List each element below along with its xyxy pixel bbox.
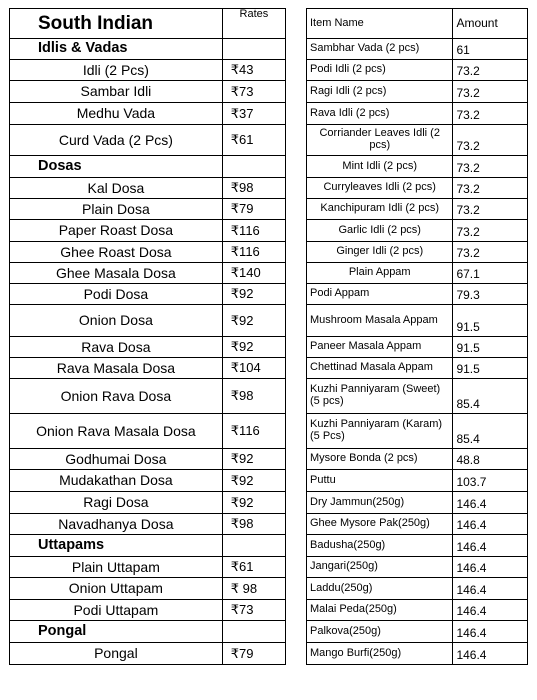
item-name: Onion Rava Dosa: [10, 379, 223, 414]
table-row: [10, 470, 286, 492]
item-rate: ₹92: [222, 284, 285, 305]
table-row: [307, 414, 528, 449]
item-rate: [222, 621, 285, 643]
item-amount: 67.1: [453, 263, 528, 284]
item-name: Mango Burfi(250g): [307, 643, 453, 665]
item-name: Ginger Idli (2 pcs): [307, 242, 453, 263]
item-name-header: Item Name: [307, 9, 453, 39]
item-amount: 146.4: [453, 535, 528, 557]
item-amount: 146.4: [453, 600, 528, 621]
table-row: [10, 178, 286, 199]
menu-title: South Indian: [10, 9, 223, 39]
item-rate: [222, 156, 285, 178]
item-name: Sambar Idli: [10, 81, 223, 103]
table-row: [10, 600, 286, 621]
south-indian-rates-table: [9, 8, 286, 665]
table-row: [10, 379, 286, 414]
item-name: Pongal: [10, 643, 223, 665]
item-name: Ragi Dosa: [10, 492, 223, 514]
table-row: [10, 358, 286, 379]
table-row: [307, 263, 528, 284]
section-header-row: [10, 535, 286, 557]
item-name: Mysore Bonda (2 pcs): [307, 449, 453, 470]
item-amount: 146.4: [453, 643, 528, 665]
item-name: Paper Roast Dosa: [10, 220, 223, 242]
table-row: [307, 514, 528, 535]
item-rate: ₹61: [222, 557, 285, 578]
item-amount: 79.3: [453, 284, 528, 305]
item-amount-body: [307, 9, 528, 665]
item-rate: ₹98: [222, 514, 285, 535]
item-rate: [222, 39, 285, 60]
item-name: Corriander Leaves Idli (2 pcs): [307, 125, 453, 156]
table-row: [307, 103, 528, 125]
item-rate: ₹92: [222, 470, 285, 492]
item-name: Plain Appam: [307, 263, 453, 284]
table-row: [10, 337, 286, 358]
item-name: Kal Dosa: [10, 178, 223, 199]
table-row: [307, 220, 528, 242]
table-row: [10, 514, 286, 535]
right-header-row: [307, 9, 528, 39]
item-amount: 73.2: [453, 81, 528, 103]
item-name: Jangari(250g): [307, 557, 453, 578]
item-rate: ₹73: [222, 81, 285, 103]
table-row: [10, 103, 286, 125]
table-row: [10, 449, 286, 470]
table-row: [307, 578, 528, 600]
item-amount: 146.4: [453, 621, 528, 643]
item-name: Ragi Idli (2 pcs): [307, 81, 453, 103]
section-header-row: [10, 156, 286, 178]
item-amount: 146.4: [453, 578, 528, 600]
table-row: [307, 643, 528, 665]
item-name: Palkova(250g): [307, 621, 453, 643]
item-rate: ₹92: [222, 305, 285, 337]
item-amount: 146.4: [453, 492, 528, 514]
section-title: Idlis & Vadas: [10, 39, 223, 60]
item-rate: ₹116: [222, 414, 285, 449]
item-name: Mushroom Masala Appam: [307, 305, 453, 337]
item-amount: 73.2: [453, 199, 528, 220]
item-name: Garlic Idli (2 pcs): [307, 220, 453, 242]
item-rate: ₹104: [222, 358, 285, 379]
item-name: Mudakathan Dosa: [10, 470, 223, 492]
item-name: Podi Uttapam: [10, 600, 223, 621]
item-name: Podi Dosa: [10, 284, 223, 305]
item-name: Plain Dosa: [10, 199, 223, 220]
table-row: [307, 492, 528, 514]
table-row: [307, 470, 528, 492]
item-name: Kuzhi Panniyaram (Sweet) (5 pcs): [307, 379, 453, 414]
item-amount: 73.2: [453, 242, 528, 263]
item-name: Malai Peda(250g): [307, 600, 453, 621]
table-row: [307, 156, 528, 178]
item-amount: 61: [453, 39, 528, 60]
table-row: [307, 600, 528, 621]
item-amount: 91.5: [453, 305, 528, 337]
south-indian-rates-body: [10, 9, 286, 665]
item-rate: ₹43: [222, 60, 285, 81]
table-row: [10, 284, 286, 305]
table-row: [307, 125, 528, 156]
item-rate: ₹116: [222, 242, 285, 263]
item-name: Plain Uttapam: [10, 557, 223, 578]
section-title: Pongal: [10, 621, 223, 643]
item-name: Rava Dosa: [10, 337, 223, 358]
item-rate: [222, 535, 285, 557]
section-title: Dosas: [10, 156, 223, 178]
item-amount: 73.2: [453, 178, 528, 199]
item-name: Onion Dosa: [10, 305, 223, 337]
item-name: Paneer Masala Appam: [307, 337, 453, 358]
item-name: Rava Idli (2 pcs): [307, 103, 453, 125]
item-name: Curd Vada (2 Pcs): [10, 125, 223, 156]
table-row: [10, 414, 286, 449]
section-header-row: [10, 621, 286, 643]
item-rate: ₹98: [222, 379, 285, 414]
item-rate: ₹79: [222, 199, 285, 220]
table-row: [307, 358, 528, 379]
item-amount: 91.5: [453, 358, 528, 379]
table-row: [307, 284, 528, 305]
item-name: Sambhar Vada (2 pcs): [307, 39, 453, 60]
table-row: [10, 578, 286, 600]
item-rate: ₹92: [222, 337, 285, 358]
item-name: Idli (2 Pcs): [10, 60, 223, 81]
item-name: Navadhanya Dosa: [10, 514, 223, 535]
item-amount: 85.4: [453, 379, 528, 414]
item-name: Badusha(250g): [307, 535, 453, 557]
item-name: Laddu(250g): [307, 578, 453, 600]
item-name: Godhumai Dosa: [10, 449, 223, 470]
item-amount: 73.2: [453, 156, 528, 178]
item-amount: 146.4: [453, 557, 528, 578]
rates-header: Rates: [222, 9, 285, 39]
section-title: Uttapams: [10, 535, 223, 557]
table-row: [10, 60, 286, 81]
table-row: [10, 263, 286, 284]
item-name: Podi Idli (2 pcs): [307, 60, 453, 81]
item-name: Onion Rava Masala Dosa: [10, 414, 223, 449]
item-rate: ₹116: [222, 220, 285, 242]
item-name: Dry Jammun(250g): [307, 492, 453, 514]
amount-header: Amount: [453, 9, 528, 39]
table-row: [10, 81, 286, 103]
item-name: Ghee Masala Dosa: [10, 263, 223, 284]
table-row: [307, 337, 528, 358]
item-name: Chettinad Masala Appam: [307, 358, 453, 379]
item-amount: 146.4: [453, 514, 528, 535]
item-name: Kanchipuram Idli (2 pcs): [307, 199, 453, 220]
item-name: Podi Appam: [307, 284, 453, 305]
item-name: Medhu Vada: [10, 103, 223, 125]
table-row: [10, 492, 286, 514]
item-amount: 73.2: [453, 125, 528, 156]
item-name: Ghee Roast Dosa: [10, 242, 223, 263]
item-name: Onion Uttapam: [10, 578, 223, 600]
table-row: [10, 643, 286, 665]
table-row: [10, 242, 286, 263]
item-name: Mint Idli (2 pcs): [307, 156, 453, 178]
item-name: Curryleaves Idli (2 pcs): [307, 178, 453, 199]
item-amount: 85.4: [453, 414, 528, 449]
item-amount-table: [306, 8, 528, 665]
item-rate: ₹73: [222, 600, 285, 621]
table-row: [10, 305, 286, 337]
table-row: [10, 125, 286, 156]
item-rate: ₹92: [222, 449, 285, 470]
table-row: [10, 557, 286, 578]
item-rate: ₹61: [222, 125, 285, 156]
table-row: [307, 621, 528, 643]
item-amount: 73.2: [453, 60, 528, 81]
table-row: [307, 379, 528, 414]
table-row: [307, 305, 528, 337]
item-amount: 73.2: [453, 103, 528, 125]
table-row: [307, 199, 528, 220]
table-row: [307, 178, 528, 199]
table-row: [307, 557, 528, 578]
table-row: [10, 199, 286, 220]
item-name: Kuzhi Panniyaram (Karam) (5 Pcs): [307, 414, 453, 449]
item-rate: ₹92: [222, 492, 285, 514]
item-rate: ₹98: [222, 178, 285, 199]
item-rate: ₹140: [222, 263, 285, 284]
item-amount: 91.5: [453, 337, 528, 358]
item-rate: ₹ 98: [222, 578, 285, 600]
table-row: [307, 39, 528, 60]
item-rate: ₹79: [222, 643, 285, 665]
table-row: [307, 449, 528, 470]
item-name: Rava Masala Dosa: [10, 358, 223, 379]
table-row: [307, 535, 528, 557]
table-row: [307, 81, 528, 103]
left-header-row: [10, 9, 286, 39]
table-row: [307, 60, 528, 81]
item-rate: ₹37: [222, 103, 285, 125]
table-row: [307, 242, 528, 263]
item-amount: 73.2: [453, 220, 528, 242]
item-amount: 103.7: [453, 470, 528, 492]
section-header-row: [10, 39, 286, 60]
item-name: Ghee Mysore Pak(250g): [307, 514, 453, 535]
table-row: [10, 220, 286, 242]
item-name: Puttu: [307, 470, 453, 492]
item-amount: 48.8: [453, 449, 528, 470]
